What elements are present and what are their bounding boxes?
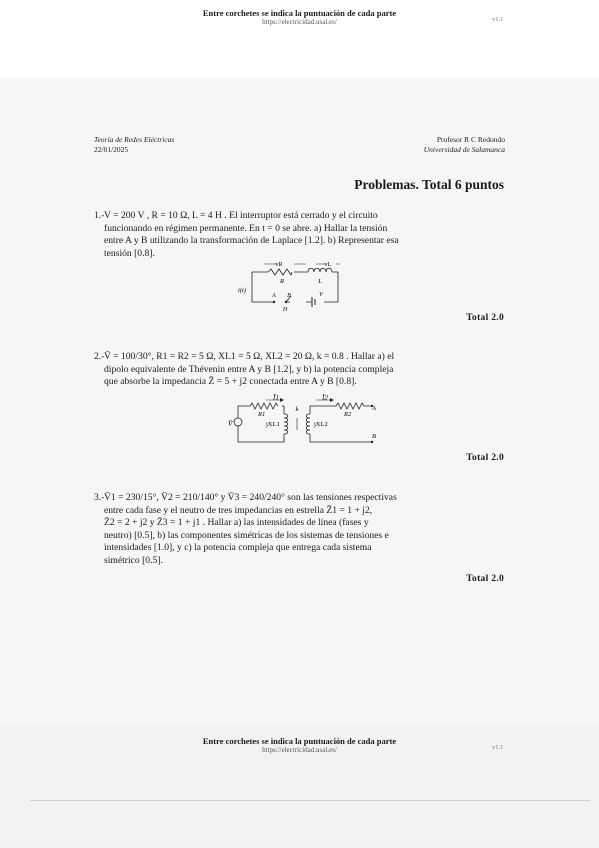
footer-version: v1.1 bbox=[492, 744, 504, 751]
a-terminal-label: A bbox=[272, 293, 276, 299]
problem-line: Z̄2 = 2 + j2 y Z̄3 = 1 + j1 . Hallar a) las intensidades de línea (fases y bbox=[104, 517, 369, 528]
a-terminal-label: A bbox=[372, 405, 376, 412]
i1-label: Ī1 bbox=[273, 394, 279, 402]
problem-line: entre A y B utilizando la transformación de Laplace [1.2]. b) Representar esa bbox=[104, 235, 399, 246]
footer-title: Entre corchetes se indica la puntuación de cada parte bbox=[202, 736, 397, 746]
switch-label: H bbox=[282, 307, 288, 312]
circuit-diagram-1 bbox=[236, 258, 346, 312]
vr-label: vR bbox=[275, 262, 283, 268]
problem-line: tensión [0.8]. bbox=[104, 247, 155, 259]
l-label: L bbox=[318, 278, 322, 285]
problem-line: simétrico [0.5]. bbox=[104, 554, 163, 566]
problem-number: 3.- bbox=[94, 492, 105, 503]
problem-line: dipolo equivalente de Thévenin entre A y B [1.2], y b) la potencia compleja bbox=[104, 363, 394, 375]
i2-label: Ī2 bbox=[322, 394, 328, 402]
problem-line: V̄1 = 230/15°, V̄2 = 210/140° y V̄3 = 240/240° son las tensiones respectivas bbox=[104, 492, 397, 503]
problem-3-total: Total 2.0 bbox=[466, 574, 504, 584]
header-url[interactable]: https://electricidad.usal.es/ bbox=[262, 18, 337, 26]
b-terminal-label: B bbox=[372, 433, 376, 440]
v-source-label: V bbox=[319, 291, 323, 298]
problem-2-total: Total 2.0 bbox=[466, 453, 504, 463]
problem-line: que absorbe la impedancia Z̄ = 5 + j2 conectada entre A y B [0.8]. bbox=[104, 376, 357, 387]
problem-line: intensidades [1.0], y c) la potencia compleja que entrega cada sistema bbox=[104, 542, 372, 553]
circuit-diagram-2 bbox=[226, 394, 382, 448]
xl2-label: jXL2 bbox=[314, 421, 328, 428]
problem-text bbox=[104, 492, 508, 567]
footer-url[interactable]: https://electricidad.usal.es/ bbox=[262, 746, 337, 754]
problem-text bbox=[104, 351, 508, 389]
footer-divider bbox=[30, 800, 590, 801]
problem-line: neutro) [0.5], b) las componentes simétricas de los sistemas de tensiones e bbox=[104, 529, 389, 541]
v-source-label: V̄ bbox=[228, 420, 233, 428]
r-label: R bbox=[280, 278, 284, 285]
professor-name: Profesor R C Redondo bbox=[436, 135, 505, 144]
b-terminal-label: B bbox=[287, 293, 291, 299]
problem-line: V = 200 V , R = 10 Ω, L = 4 H . El interruptor está cerrado y el circuito bbox=[104, 210, 378, 221]
r1-label: R1 bbox=[258, 411, 266, 418]
k-label: k bbox=[295, 406, 299, 413]
header-title: Entre corchetes se indica la puntuación de cada parte bbox=[202, 8, 397, 18]
header-version: v1.1 bbox=[492, 16, 504, 23]
problem-line: entre cada fase y el neutro de tres impedancias en estrella Z̄1 = 1 + j2, bbox=[104, 504, 373, 516]
problem-line: funcionando en régimen permanente. En t = 0 se abre. a) Hallar la tensión bbox=[104, 222, 388, 234]
current-label: i(t) bbox=[238, 287, 246, 294]
exam-date: 22/01/2025 bbox=[94, 145, 129, 154]
university-name: Universidad de Salamanca bbox=[423, 145, 505, 154]
problem-number: 2.- bbox=[94, 351, 105, 362]
problem-text bbox=[104, 210, 508, 260]
section-title: Problemas. Total 6 puntos bbox=[354, 177, 504, 192]
xl1-label: jXL1 bbox=[266, 421, 280, 428]
problem-number: 1.- bbox=[94, 210, 105, 221]
vl-label: vL bbox=[324, 262, 332, 268]
problem-1-total: Total 2.0 bbox=[466, 313, 504, 323]
r2-label: R2 bbox=[344, 411, 352, 418]
problem-line: V̄ = 100/30°, R1 = R2 = 5 Ω, XL1 = 5 Ω, XL2 = 20 Ω, k = 0.8 . Hallar a) el bbox=[104, 351, 395, 362]
course-name: Teoría de Redes Eléctricas bbox=[94, 135, 175, 144]
